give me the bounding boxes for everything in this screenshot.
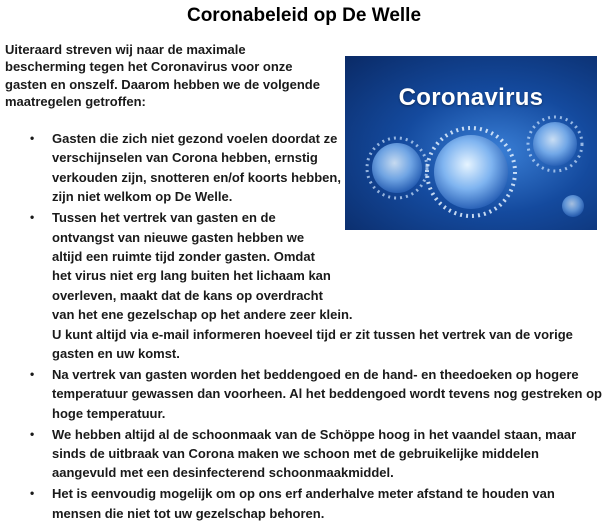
- list-item-extra-text: U kunt altijd via e-mail informeren hoeveel tijd er zit tussen het vertrek van de vorige gasten en uw komst.: [52, 326, 573, 361]
- list-item: [0, 129, 603, 207]
- list-item: [0, 365, 603, 423]
- list-item-text: Na vertrek van gasten worden het beddengoed en de hand- en theedoeken op hogere temperatuur gewassen dan voorheen. Al het beddengoed wordt tevens nog gestreken op hoge temperatuur.: [52, 366, 602, 421]
- list-item: [0, 425, 603, 483]
- page-title: Coronabeleid op De Welle: [186, 5, 422, 26]
- list-item-text: Tussen het vertrek van gasten en de ontvangst van nieuwe gasten hebben we altijd een ruimte tijd zonder gasten. Omdat het virus niet erg lang buiten het lichaam kan overleven, maakt dat de kans op overdracht van het ene gezelschap op het andere zeer klein.: [52, 210, 353, 323]
- intro-paragraph: Uiteraard streven wij naar de maximale bescherming tegen het Coronavirus voor onze gasten en onszelf. Daarom hebben we de volgende maatregelen getroffen:: [5, 42, 320, 109]
- bullet-icon: •: [30, 210, 35, 225]
- bullet-icon: •: [30, 486, 35, 501]
- measures-list: [0, 129, 603, 525]
- image-caption: Coronavirus: [398, 84, 544, 111]
- list-item: [0, 484, 603, 523]
- bullet-icon: •: [30, 366, 35, 381]
- bullet-icon: •: [30, 426, 35, 441]
- bullet-icon: •: [30, 131, 35, 145]
- list-item: [0, 208, 603, 363]
- list-item-text: Het is eenvoudig mogelijk om op ons erf anderhalve meter afstand te houden van mensen die niet tot uw gezelschap behoren.: [52, 486, 555, 521]
- list-item-text: We hebben altijd al de schoonmaak van de Schöppe hoog in het vaandel staan, maar sinds de uitbraak van Corona maken we schoon met de gebruikelijke middelen aangevuld met een desinfecterend schoonmaakmiddel.: [52, 426, 577, 481]
- list-item-text: Gasten die zich niet gezond voelen doordat ze verschijnselen van Corona hebben, ernstig verkouden zijn, snotteren en/of koorts hebben, zijn niet welkom op De Welle.: [52, 131, 341, 205]
